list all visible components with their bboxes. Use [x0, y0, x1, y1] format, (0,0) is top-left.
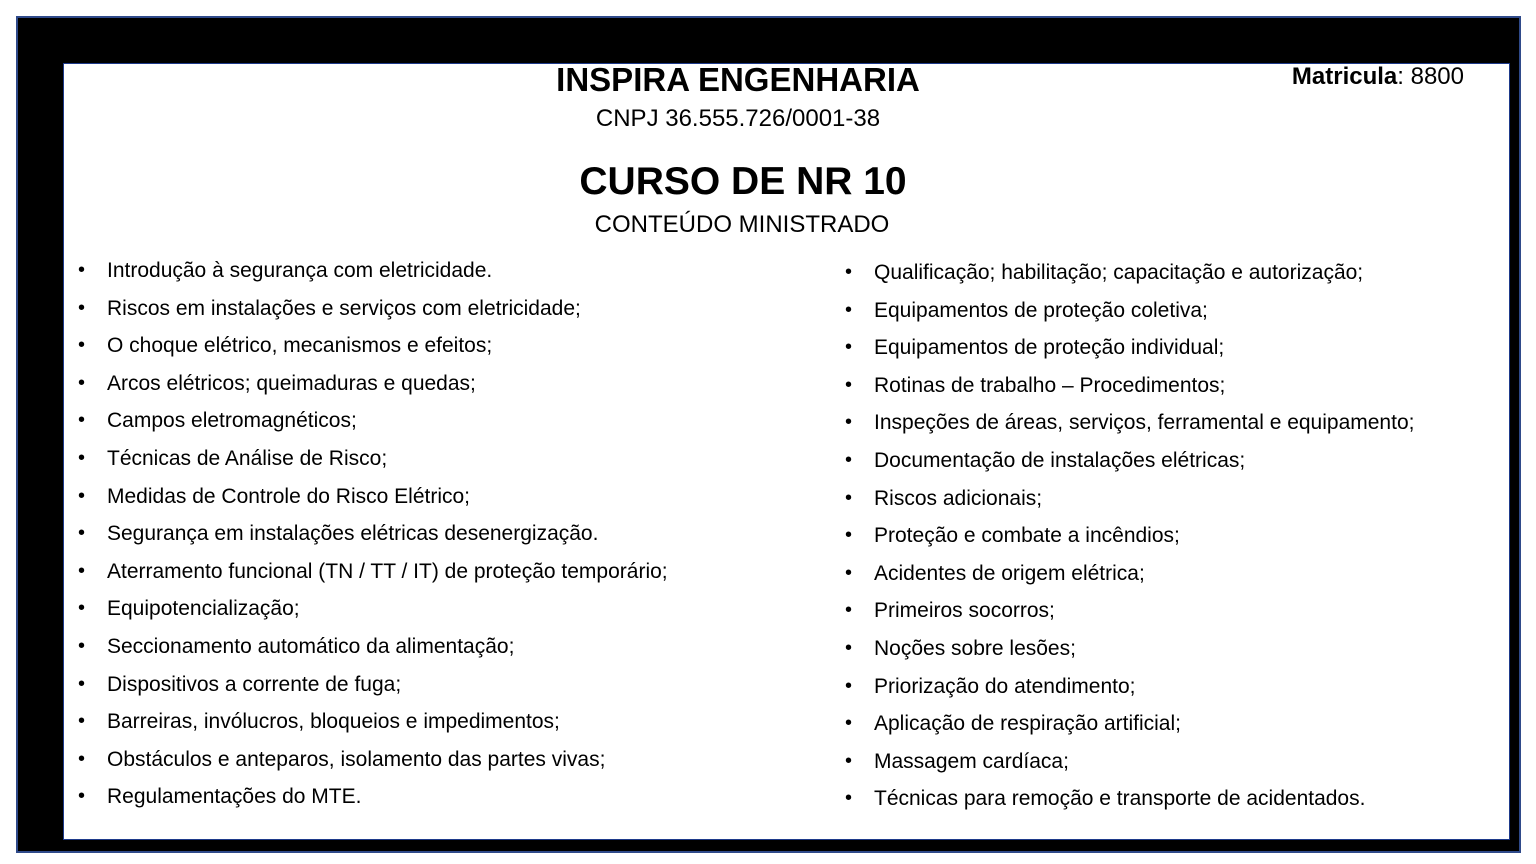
list-item: • Arcos elétricos; queimaduras e quedas; [78, 365, 668, 403]
list-item: • Noções sobre lesões; [845, 630, 1414, 668]
content-subtitle: CONTEÚDO MINISTRADO [594, 211, 890, 238]
list-item: • Dispositivos a corrente de fuga; [78, 666, 668, 704]
list-item: • Obstáculos e anteparos, isolamento das partes vivas; [78, 741, 668, 779]
list-item: • Acidentes de origem elétrica; [845, 555, 1414, 593]
list-item: • Regulamentações do MTE. [78, 778, 668, 816]
list-item: • Aplicação de respiração artificial; [845, 705, 1414, 743]
list-item: • Equipamentos de proteção coletiva; [845, 292, 1414, 330]
list-item: • Documentação de instalações elétricas; [845, 442, 1414, 480]
list-item: • Equipotencialização; [78, 590, 668, 628]
list-item: • Medidas de Controle do Risco Elétrico; [78, 478, 668, 516]
list-item: • Segurança em instalações elétricas desenergização. [78, 515, 668, 553]
list-item: • Seccionamento automático da alimentação; [78, 628, 668, 666]
list-item: • Priorização do atendimento; [845, 668, 1414, 706]
list-item: • Primeiros socorros; [845, 592, 1414, 630]
list-item: • Campos eletromagnéticos; [78, 402, 668, 440]
company-cnpj: CNPJ 36.555.726/0001-38 [595, 105, 881, 132]
company-name: INSPIRA ENGENHARIA [556, 61, 920, 98]
registration-number [1292, 62, 1464, 92]
list-item: • Aterramento funcional (TN / TT / IT) de proteção temporário; [78, 553, 668, 591]
registration-label: Matricula [1291, 63, 1398, 90]
list-item: • Técnicas de Análise de Risco; [78, 440, 668, 478]
list-item: • Massagem cardíaca; [845, 743, 1414, 781]
list-item: • O choque elétrico, mecanismos e efeitos; [78, 327, 668, 365]
list-item: • Rotinas de trabalho – Procedimentos; [845, 367, 1414, 405]
list-item: • Equipamentos de proteção individual; [845, 329, 1414, 367]
list-item: • Técnicas para remoção e transporte de acidentados. [845, 780, 1414, 818]
list-item: • Qualificação; habilitação; capacitação e autorização; [845, 254, 1414, 292]
topic-list-left [78, 252, 668, 816]
topic-list-right [845, 254, 1414, 818]
list-item: • Inspeções de áreas, serviços, ferramental e equipamento; [845, 404, 1414, 442]
list-item: • Introdução à segurança com eletricidade. [78, 252, 668, 290]
course-title: CURSO DE NR 10 [579, 160, 907, 203]
registration-value: : 8800 [1397, 63, 1464, 90]
list-item: • Barreiras, invólucros, bloqueios e impedimentos; [78, 703, 668, 741]
list-item: • Riscos em instalações e serviços com eletricidade; [78, 290, 668, 328]
list-item: • Proteção e combate a incêndios; [845, 517, 1414, 555]
list-item: • Riscos adicionais; [845, 480, 1414, 518]
